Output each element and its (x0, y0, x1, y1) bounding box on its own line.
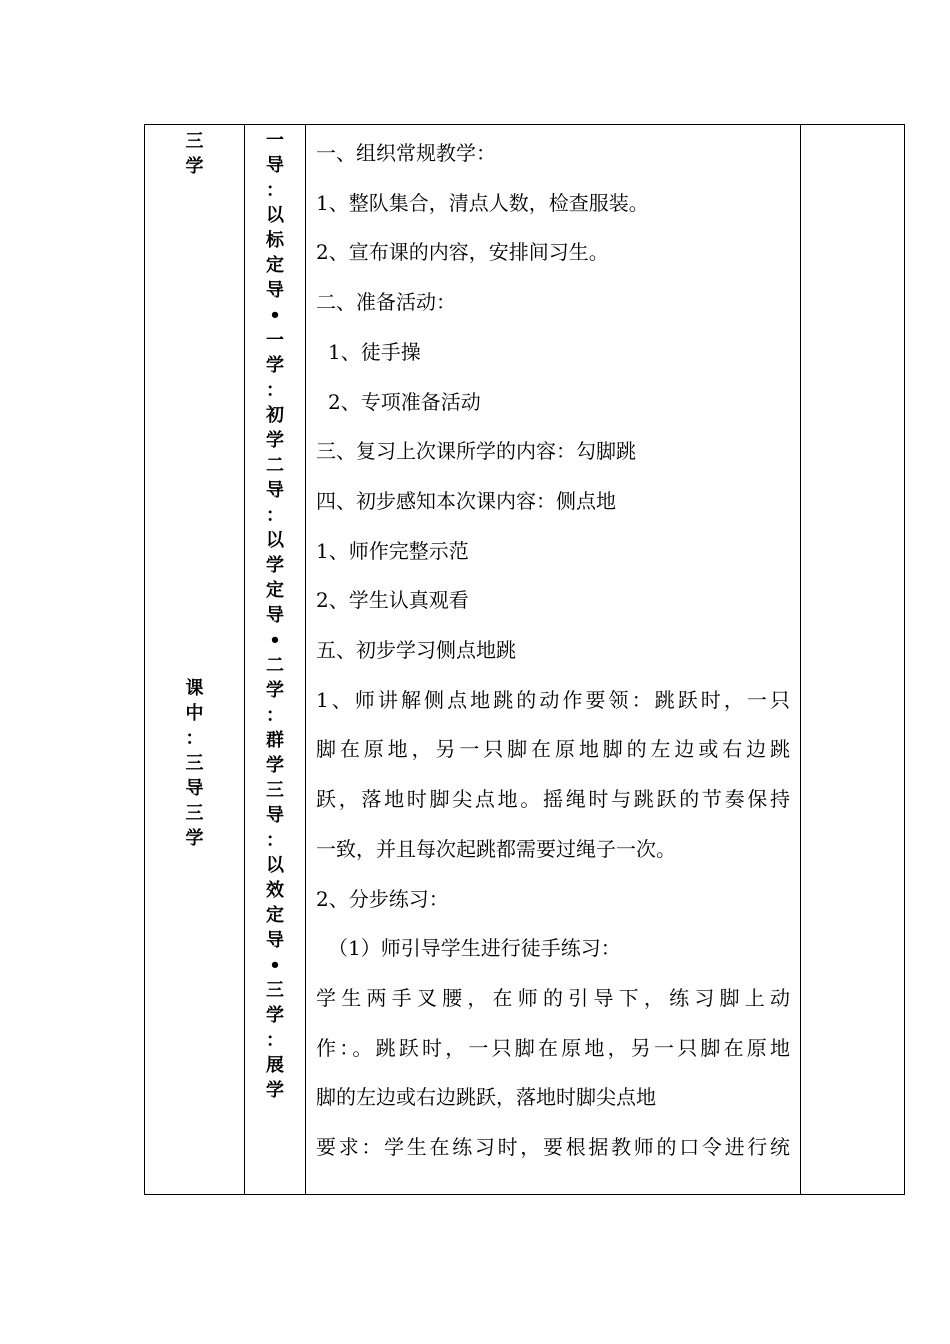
lesson-plan-table (144, 124, 905, 1195)
content-line: 1、徒手操 (328, 339, 421, 364)
content-line: 脚的左边或右边跳跃，落地时脚尖点地 (316, 1085, 656, 1110)
content-line: 2、学生认真观看 (316, 588, 469, 613)
content-line: 二、准备活动： (316, 290, 456, 315)
content-line: 一、组织常规教学： (316, 141, 496, 165)
content-line: 1、师作完整示范 (316, 538, 469, 563)
table-row (145, 125, 905, 1195)
content-line: 一致，并且每次起跳都需要过绳子一次。 (316, 836, 676, 861)
content-line: 要求：学生在练习时，要根据教师的口令进行统 (316, 1135, 790, 1160)
content-line: 五、初步学习侧点地跳 (316, 638, 516, 663)
content-line: 1、整队集合，清点人数，检查服装。 (316, 190, 649, 215)
method-label: 一导：以标定导•一学：初学二导：以学定导•二学：群学三导：以效定导•三学：展学 (266, 130, 284, 1101)
content-line: 三、复习上次课所学的内容：勾脚跳 (316, 439, 636, 464)
content-line: （1）师引导学生进行徒手练习： (328, 936, 621, 961)
stage-column (145, 125, 245, 1195)
content-line: 2、宣布课的内容，安排间习生。 (316, 240, 609, 265)
content-line: 1、师讲解侧点地跳的动作要领：跳跃时，一只 (316, 687, 790, 712)
notes-column (801, 125, 905, 1195)
content-line: 学生两手叉腰，在师的引导下，练习脚上动 (316, 985, 790, 1010)
content-line: 脚在原地，另一只脚在原地脚的左边或右边跳 (316, 737, 790, 762)
content-line: 跃，落地时脚尖点地。摇绳时与跳跃的节奏保持 (316, 787, 790, 812)
method-column (245, 125, 306, 1195)
lesson-content (306, 125, 800, 1173)
content-line: 2、专项准备活动 (328, 389, 481, 414)
content-column (306, 125, 801, 1195)
content-line: 2、分步练习： (316, 886, 449, 911)
content-line: 作：。跳跃时，一只脚在原地，另一只脚在原地 (316, 1035, 790, 1060)
content-line: 四、初步感知本次课内容：侧点地 (316, 488, 616, 513)
stage-label-top: 三学 (185, 131, 204, 177)
stage-label-main: 课中：三导三学 (185, 678, 204, 849)
